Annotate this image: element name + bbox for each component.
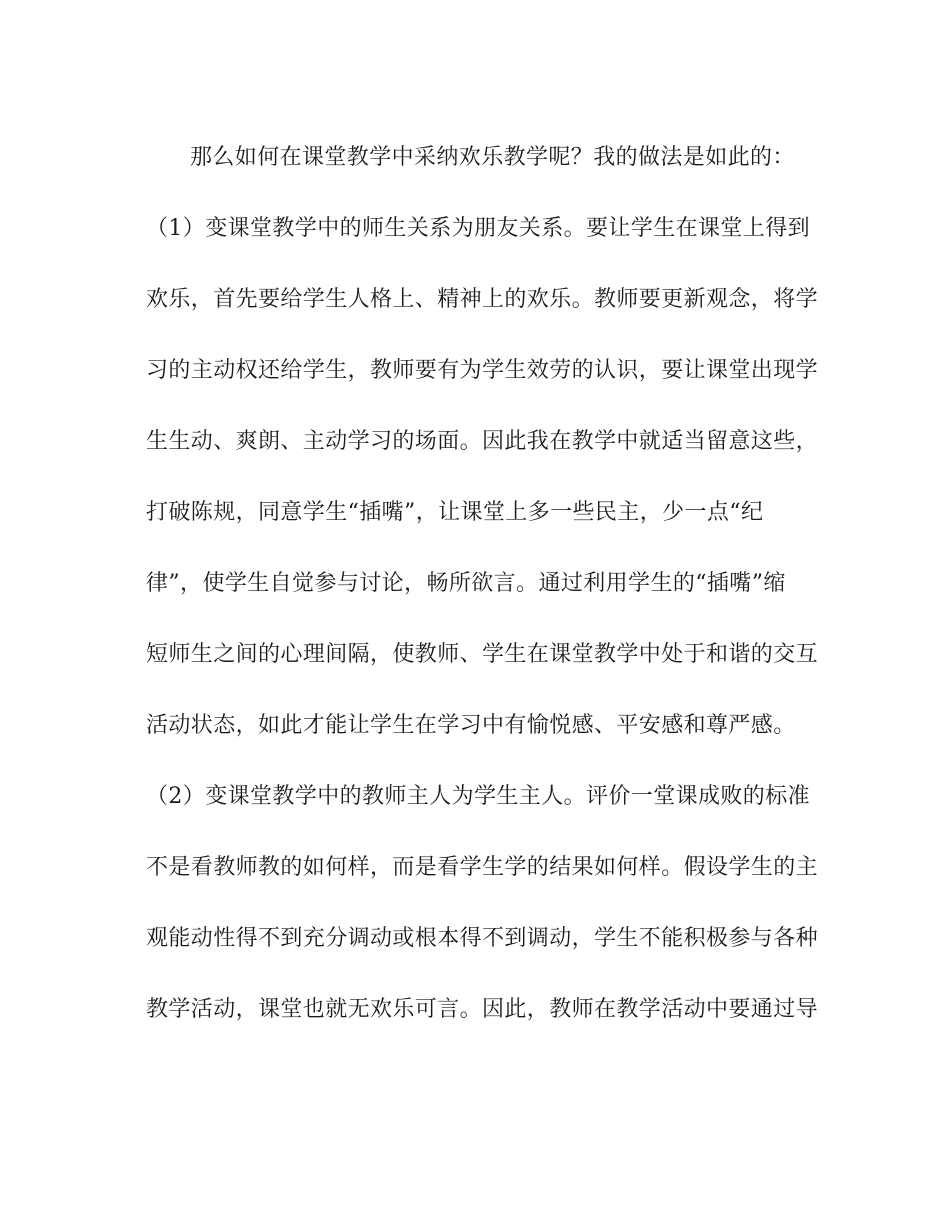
paragraph-2-line-1: （2）变课堂教学中的教师主人为学生主人。评价一堂课成败的标准 bbox=[146, 784, 810, 809]
paragraph-1-line-6: 律”，使学生自觉参与讨论，畅所欲言。通过利用学生的“插嘴”缩 bbox=[146, 571, 786, 596]
paragraph-2-line-3: 观能动性得不到充分调动或根本得不到调动，学生不能积极参与各种 bbox=[146, 926, 819, 951]
paragraph-1-line-2: 欢乐，首先要给学生人格上、精神上的欢乐。教师要更新观念，将学 bbox=[146, 287, 819, 312]
paragraph-1-line-1: （1）变课堂教学中的师生关系为朋友关系。要让学生在课堂上得到 bbox=[146, 216, 810, 241]
paragraph-1-line-4: 生生动、爽朗、主动学习的场面。因此我在教学中就适当留意这些， bbox=[146, 429, 819, 454]
paragraph-1-line-8: 活动状态，如此才能让学生在学习中有愉悦感、平安感和尊严感。 bbox=[146, 713, 796, 738]
paragraph-2-line-2: 不是看教师教的如何样，而是看学生学的结果如何样。假设学生的主 bbox=[146, 855, 819, 880]
paragraph-2-line-4: 教学活动，课堂也就无欢乐可言。因此，教师在教学活动中要通过导 bbox=[146, 997, 819, 1022]
paragraph-1-line-7: 短师生之间的心理间隔，使教师、学生在课堂教学中处于和谐的交互 bbox=[146, 642, 819, 667]
intro-line: 那么如何在课堂教学中采纳欢乐教学呢？我的做法是如此的： bbox=[190, 145, 795, 170]
paragraph-1-line-3: 习的主动权还给学生，教师要有为学生效劳的认识，要让课堂出现学 bbox=[146, 358, 819, 383]
paragraph-1-line-5: 打破陈规，同意学生“插嘴”，让课堂上多一些民主，少一点“纪 bbox=[146, 500, 764, 525]
